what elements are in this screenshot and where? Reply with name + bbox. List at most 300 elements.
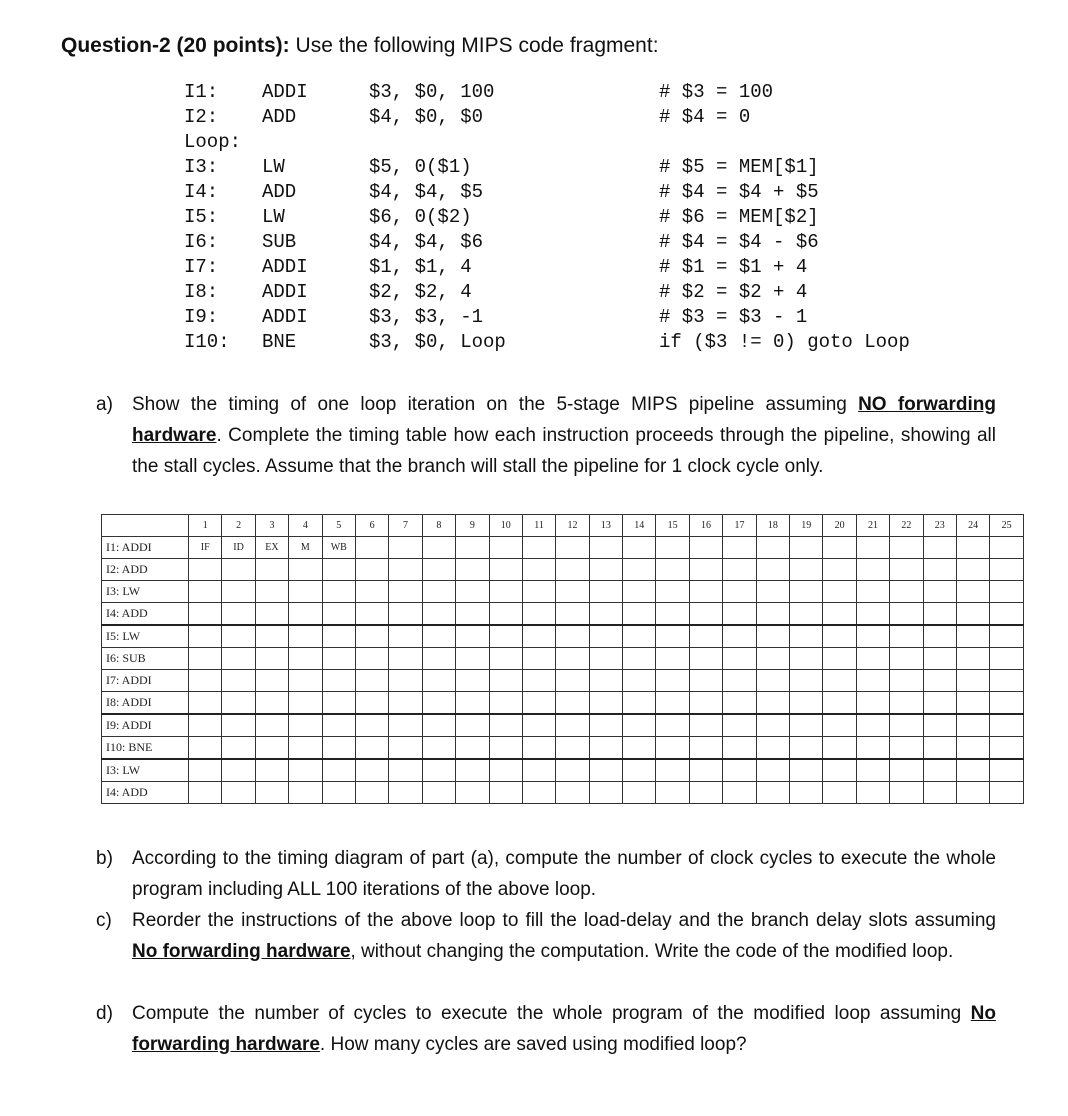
timing-cell[interactable] <box>222 692 255 715</box>
timing-cell[interactable] <box>956 670 989 692</box>
timing-cell[interactable] <box>222 648 255 670</box>
timing-cell[interactable] <box>823 759 856 782</box>
timing-cell[interactable] <box>990 782 1023 804</box>
timing-cell[interactable] <box>723 692 756 715</box>
timing-cell[interactable] <box>656 559 689 581</box>
timing-cell[interactable] <box>956 625 989 648</box>
timing-cell[interactable] <box>189 559 222 581</box>
timing-cell[interactable] <box>823 625 856 648</box>
timing-cell[interactable] <box>189 759 222 782</box>
timing-cell[interactable] <box>355 625 388 648</box>
timing-cell[interactable] <box>522 648 555 670</box>
timing-cell[interactable] <box>289 581 322 603</box>
timing-cell[interactable] <box>990 670 1023 692</box>
timing-cell[interactable] <box>422 782 455 804</box>
timing-cell[interactable] <box>556 714 589 737</box>
timing-cell[interactable] <box>322 737 355 760</box>
timing-cell[interactable] <box>689 603 722 626</box>
timing-cell[interactable] <box>956 737 989 760</box>
timing-cell[interactable] <box>856 559 889 581</box>
timing-cell[interactable] <box>456 759 489 782</box>
timing-cell[interactable]: EX <box>255 537 288 559</box>
timing-cell[interactable] <box>422 670 455 692</box>
timing-cell[interactable] <box>456 782 489 804</box>
timing-cell[interactable] <box>790 782 823 804</box>
timing-cell[interactable] <box>956 714 989 737</box>
timing-cell[interactable] <box>589 692 622 715</box>
timing-cell[interactable] <box>255 737 288 760</box>
timing-cell[interactable] <box>355 692 388 715</box>
timing-cell[interactable] <box>322 782 355 804</box>
timing-cell[interactable] <box>656 625 689 648</box>
timing-cell[interactable] <box>255 759 288 782</box>
timing-cell[interactable] <box>923 625 956 648</box>
timing-cell[interactable] <box>422 581 455 603</box>
timing-cell[interactable] <box>656 737 689 760</box>
timing-cell[interactable] <box>589 537 622 559</box>
timing-cell[interactable] <box>623 692 656 715</box>
timing-cell[interactable] <box>856 759 889 782</box>
timing-cell[interactable] <box>489 648 522 670</box>
timing-cell[interactable] <box>389 759 422 782</box>
timing-cell[interactable] <box>189 670 222 692</box>
timing-cell[interactable] <box>623 737 656 760</box>
timing-cell[interactable] <box>222 603 255 626</box>
timing-cell[interactable] <box>723 737 756 760</box>
timing-cell[interactable] <box>422 625 455 648</box>
timing-cell[interactable] <box>322 581 355 603</box>
timing-cell[interactable] <box>823 782 856 804</box>
timing-cell[interactable] <box>923 759 956 782</box>
timing-cell[interactable] <box>322 759 355 782</box>
timing-cell[interactable] <box>823 559 856 581</box>
timing-cell[interactable] <box>355 759 388 782</box>
timing-cell[interactable] <box>689 737 722 760</box>
timing-cell[interactable] <box>255 603 288 626</box>
timing-cell[interactable] <box>255 581 288 603</box>
timing-cell[interactable] <box>790 603 823 626</box>
timing-cell[interactable] <box>589 648 622 670</box>
timing-cell[interactable] <box>656 581 689 603</box>
timing-cell[interactable]: ID <box>222 537 255 559</box>
timing-cell[interactable]: M <box>289 537 322 559</box>
timing-cell[interactable] <box>790 670 823 692</box>
timing-cell[interactable] <box>222 559 255 581</box>
timing-cell[interactable] <box>189 714 222 737</box>
timing-cell[interactable] <box>723 559 756 581</box>
timing-cell[interactable] <box>990 648 1023 670</box>
timing-cell[interactable] <box>856 648 889 670</box>
timing-cell[interactable] <box>790 714 823 737</box>
timing-cell[interactable] <box>322 670 355 692</box>
timing-cell[interactable] <box>556 537 589 559</box>
timing-cell[interactable] <box>656 537 689 559</box>
timing-cell[interactable] <box>689 714 722 737</box>
timing-cell[interactable] <box>422 714 455 737</box>
timing-cell[interactable] <box>422 692 455 715</box>
timing-cell[interactable] <box>623 714 656 737</box>
timing-cell[interactable] <box>890 581 923 603</box>
timing-cell[interactable] <box>623 759 656 782</box>
timing-cell[interactable] <box>322 648 355 670</box>
timing-cell[interactable] <box>422 603 455 626</box>
timing-cell[interactable] <box>355 603 388 626</box>
timing-cell[interactable] <box>489 559 522 581</box>
timing-cell[interactable] <box>756 537 789 559</box>
timing-cell[interactable] <box>689 559 722 581</box>
timing-cell[interactable] <box>656 692 689 715</box>
timing-cell[interactable] <box>355 714 388 737</box>
timing-cell[interactable] <box>222 625 255 648</box>
timing-cell[interactable] <box>556 670 589 692</box>
timing-cell[interactable] <box>289 603 322 626</box>
timing-cell[interactable] <box>355 581 388 603</box>
timing-cell[interactable] <box>322 603 355 626</box>
timing-cell[interactable] <box>589 559 622 581</box>
timing-cell[interactable] <box>222 714 255 737</box>
timing-cell[interactable] <box>556 737 589 760</box>
timing-cell[interactable] <box>322 559 355 581</box>
timing-cell[interactable] <box>556 581 589 603</box>
timing-cell[interactable] <box>756 714 789 737</box>
timing-cell[interactable] <box>522 559 555 581</box>
timing-cell[interactable] <box>723 759 756 782</box>
timing-cell[interactable] <box>723 648 756 670</box>
timing-cell[interactable] <box>289 670 322 692</box>
timing-cell[interactable] <box>990 714 1023 737</box>
timing-cell[interactable] <box>823 603 856 626</box>
timing-cell[interactable] <box>389 581 422 603</box>
timing-cell[interactable] <box>623 537 656 559</box>
timing-cell[interactable] <box>489 670 522 692</box>
timing-cell[interactable] <box>823 581 856 603</box>
timing-cell[interactable] <box>355 537 388 559</box>
timing-cell[interactable] <box>923 714 956 737</box>
timing-cell[interactable] <box>556 559 589 581</box>
timing-cell[interactable] <box>522 737 555 760</box>
timing-cell[interactable] <box>222 759 255 782</box>
timing-cell[interactable] <box>790 648 823 670</box>
timing-cell[interactable]: IF <box>189 537 222 559</box>
timing-cell[interactable] <box>289 714 322 737</box>
timing-cell[interactable] <box>489 625 522 648</box>
timing-cell[interactable] <box>756 759 789 782</box>
timing-cell[interactable] <box>355 670 388 692</box>
timing-cell[interactable] <box>689 759 722 782</box>
timing-cell[interactable] <box>790 692 823 715</box>
timing-cell[interactable] <box>456 537 489 559</box>
timing-cell[interactable] <box>355 559 388 581</box>
timing-cell[interactable] <box>189 737 222 760</box>
timing-cell[interactable] <box>522 603 555 626</box>
timing-cell[interactable] <box>255 714 288 737</box>
timing-cell[interactable] <box>890 625 923 648</box>
timing-cell[interactable] <box>923 692 956 715</box>
timing-cell[interactable] <box>289 782 322 804</box>
timing-cell[interactable] <box>689 581 722 603</box>
timing-cell[interactable] <box>790 537 823 559</box>
timing-cell[interactable] <box>522 692 555 715</box>
timing-cell[interactable] <box>623 782 656 804</box>
timing-cell[interactable] <box>289 625 322 648</box>
timing-cell[interactable] <box>923 603 956 626</box>
timing-cell[interactable] <box>756 625 789 648</box>
timing-cell[interactable] <box>589 625 622 648</box>
timing-cell[interactable] <box>456 625 489 648</box>
timing-cell[interactable] <box>723 603 756 626</box>
timing-cell[interactable] <box>322 714 355 737</box>
timing-cell[interactable] <box>990 759 1023 782</box>
timing-cell[interactable] <box>389 714 422 737</box>
timing-cell[interactable] <box>489 737 522 760</box>
timing-cell[interactable] <box>623 648 656 670</box>
timing-cell[interactable] <box>990 737 1023 760</box>
timing-cell[interactable] <box>689 648 722 670</box>
timing-cell[interactable] <box>856 692 889 715</box>
timing-cell[interactable]: WB <box>322 537 355 559</box>
timing-cell[interactable] <box>589 782 622 804</box>
timing-cell[interactable] <box>222 737 255 760</box>
timing-cell[interactable] <box>956 782 989 804</box>
timing-cell[interactable] <box>790 559 823 581</box>
timing-cell[interactable] <box>456 648 489 670</box>
timing-cell[interactable] <box>723 581 756 603</box>
timing-cell[interactable] <box>856 714 889 737</box>
timing-cell[interactable] <box>956 759 989 782</box>
timing-cell[interactable] <box>890 648 923 670</box>
timing-cell[interactable] <box>990 559 1023 581</box>
timing-cell[interactable] <box>756 692 789 715</box>
timing-cell[interactable] <box>189 692 222 715</box>
timing-cell[interactable] <box>990 581 1023 603</box>
timing-cell[interactable] <box>389 648 422 670</box>
timing-cell[interactable] <box>189 648 222 670</box>
timing-cell[interactable] <box>856 625 889 648</box>
timing-cell[interactable] <box>790 625 823 648</box>
timing-cell[interactable] <box>890 759 923 782</box>
timing-cell[interactable] <box>790 581 823 603</box>
timing-cell[interactable] <box>255 625 288 648</box>
timing-cell[interactable] <box>689 692 722 715</box>
timing-cell[interactable] <box>556 782 589 804</box>
timing-cell[interactable] <box>222 670 255 692</box>
timing-cell[interactable] <box>990 603 1023 626</box>
timing-cell[interactable] <box>189 625 222 648</box>
timing-cell[interactable] <box>255 782 288 804</box>
timing-cell[interactable] <box>355 737 388 760</box>
timing-cell[interactable] <box>222 581 255 603</box>
timing-cell[interactable] <box>790 737 823 760</box>
timing-cell[interactable] <box>923 537 956 559</box>
timing-cell[interactable] <box>389 559 422 581</box>
timing-cell[interactable] <box>689 670 722 692</box>
timing-cell[interactable] <box>856 782 889 804</box>
timing-cell[interactable] <box>255 670 288 692</box>
timing-cell[interactable] <box>756 782 789 804</box>
timing-cell[interactable] <box>456 737 489 760</box>
timing-cell[interactable] <box>456 603 489 626</box>
timing-cell[interactable] <box>322 692 355 715</box>
timing-cell[interactable] <box>389 625 422 648</box>
timing-cell[interactable] <box>489 537 522 559</box>
timing-cell[interactable] <box>589 670 622 692</box>
timing-cell[interactable] <box>389 537 422 559</box>
timing-cell[interactable] <box>823 714 856 737</box>
timing-cell[interactable] <box>389 692 422 715</box>
timing-cell[interactable] <box>422 737 455 760</box>
timing-cell[interactable] <box>856 581 889 603</box>
timing-cell[interactable] <box>890 670 923 692</box>
timing-cell[interactable] <box>823 670 856 692</box>
timing-cell[interactable] <box>522 759 555 782</box>
timing-cell[interactable] <box>890 714 923 737</box>
timing-cell[interactable] <box>589 581 622 603</box>
timing-cell[interactable] <box>656 648 689 670</box>
timing-cell[interactable] <box>322 625 355 648</box>
timing-cell[interactable] <box>956 692 989 715</box>
timing-cell[interactable] <box>856 670 889 692</box>
timing-cell[interactable] <box>456 714 489 737</box>
timing-cell[interactable] <box>556 759 589 782</box>
timing-cell[interactable] <box>723 714 756 737</box>
timing-cell[interactable] <box>489 782 522 804</box>
timing-cell[interactable] <box>756 603 789 626</box>
timing-cell[interactable] <box>456 581 489 603</box>
timing-cell[interactable] <box>790 759 823 782</box>
timing-cell[interactable] <box>389 670 422 692</box>
timing-cell[interactable] <box>656 714 689 737</box>
timing-cell[interactable] <box>489 714 522 737</box>
timing-cell[interactable] <box>890 603 923 626</box>
timing-cell[interactable] <box>355 782 388 804</box>
timing-cell[interactable] <box>956 581 989 603</box>
timing-cell[interactable] <box>723 625 756 648</box>
timing-cell[interactable] <box>623 670 656 692</box>
timing-cell[interactable] <box>289 737 322 760</box>
timing-cell[interactable] <box>489 603 522 626</box>
timing-cell[interactable] <box>756 648 789 670</box>
timing-cell[interactable] <box>589 714 622 737</box>
timing-cell[interactable] <box>923 648 956 670</box>
timing-cell[interactable] <box>656 782 689 804</box>
timing-cell[interactable] <box>823 692 856 715</box>
timing-cell[interactable] <box>522 714 555 737</box>
timing-cell[interactable] <box>589 759 622 782</box>
timing-cell[interactable] <box>422 559 455 581</box>
timing-cell[interactable] <box>689 625 722 648</box>
timing-cell[interactable] <box>289 559 322 581</box>
timing-cell[interactable] <box>522 782 555 804</box>
timing-cell[interactable] <box>289 692 322 715</box>
timing-cell[interactable] <box>956 648 989 670</box>
timing-cell[interactable] <box>489 692 522 715</box>
timing-cell[interactable] <box>990 692 1023 715</box>
timing-cell[interactable] <box>355 648 388 670</box>
timing-cell[interactable] <box>456 559 489 581</box>
timing-cell[interactable] <box>890 559 923 581</box>
timing-cell[interactable] <box>856 737 889 760</box>
timing-cell[interactable] <box>255 692 288 715</box>
timing-cell[interactable] <box>923 670 956 692</box>
timing-cell[interactable] <box>623 625 656 648</box>
timing-cell[interactable] <box>890 692 923 715</box>
timing-cell[interactable] <box>489 759 522 782</box>
timing-cell[interactable] <box>522 581 555 603</box>
timing-cell[interactable] <box>522 625 555 648</box>
timing-cell[interactable] <box>656 603 689 626</box>
timing-cell[interactable] <box>289 648 322 670</box>
timing-cell[interactable] <box>522 670 555 692</box>
timing-cell[interactable] <box>589 737 622 760</box>
timing-cell[interactable] <box>189 581 222 603</box>
timing-cell[interactable] <box>189 782 222 804</box>
timing-cell[interactable] <box>255 648 288 670</box>
timing-cell[interactable] <box>689 537 722 559</box>
timing-cell[interactable] <box>656 759 689 782</box>
timing-cell[interactable] <box>623 559 656 581</box>
timing-cell[interactable] <box>923 559 956 581</box>
timing-cell[interactable] <box>389 603 422 626</box>
timing-cell[interactable] <box>556 625 589 648</box>
timing-cell[interactable] <box>990 625 1023 648</box>
timing-cell[interactable] <box>756 581 789 603</box>
timing-cell[interactable] <box>556 648 589 670</box>
timing-cell[interactable] <box>756 559 789 581</box>
timing-cell[interactable] <box>890 737 923 760</box>
timing-cell[interactable] <box>289 759 322 782</box>
timing-cell[interactable] <box>522 537 555 559</box>
timing-cell[interactable] <box>756 670 789 692</box>
timing-cell[interactable] <box>923 737 956 760</box>
timing-cell[interactable] <box>956 537 989 559</box>
timing-cell[interactable] <box>623 581 656 603</box>
timing-cell[interactable] <box>389 782 422 804</box>
timing-cell[interactable] <box>222 782 255 804</box>
timing-cell[interactable] <box>723 670 756 692</box>
timing-cell[interactable] <box>923 782 956 804</box>
timing-cell[interactable] <box>890 782 923 804</box>
timing-cell[interactable] <box>422 759 455 782</box>
timing-cell[interactable] <box>456 670 489 692</box>
timing-cell[interactable] <box>489 581 522 603</box>
timing-cell[interactable] <box>656 670 689 692</box>
timing-cell[interactable] <box>689 782 722 804</box>
timing-cell[interactable] <box>823 737 856 760</box>
timing-cell[interactable] <box>456 692 489 715</box>
timing-cell[interactable] <box>890 537 923 559</box>
timing-cell[interactable] <box>756 737 789 760</box>
timing-cell[interactable] <box>422 648 455 670</box>
timing-cell[interactable] <box>623 603 656 626</box>
timing-cell[interactable] <box>189 603 222 626</box>
timing-cell[interactable] <box>723 782 756 804</box>
timing-cell[interactable] <box>856 603 889 626</box>
timing-cell[interactable] <box>823 537 856 559</box>
timing-cell[interactable] <box>422 537 455 559</box>
timing-cell[interactable] <box>956 603 989 626</box>
timing-cell[interactable] <box>956 559 989 581</box>
timing-cell[interactable] <box>556 692 589 715</box>
timing-cell[interactable] <box>589 603 622 626</box>
timing-cell[interactable] <box>389 737 422 760</box>
timing-cell[interactable] <box>556 603 589 626</box>
timing-cell[interactable] <box>990 537 1023 559</box>
timing-cell[interactable] <box>923 581 956 603</box>
timing-cell[interactable] <box>255 559 288 581</box>
timing-cell[interactable] <box>856 537 889 559</box>
timing-cell[interactable] <box>723 537 756 559</box>
timing-cell[interactable] <box>823 648 856 670</box>
